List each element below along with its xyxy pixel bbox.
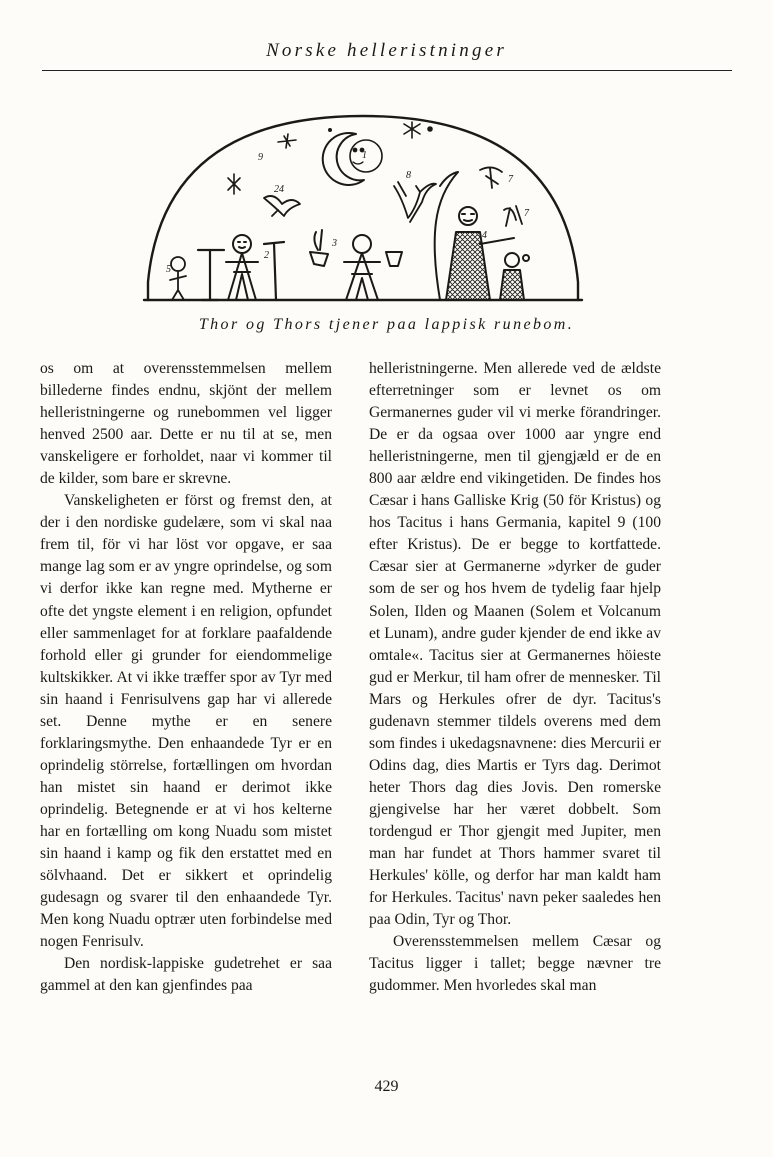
bird-right: [394, 182, 436, 222]
figure-number: 1: [362, 150, 367, 161]
paragraph: os om at overensstemmelsen mellem billederne findes endnu, skjönt der mellem helleristningerne og runebommen vel ligger henved 2500 aar. Dette er nu til at se, men vanskeligere er forholdet, naar vi kommer til de kilder, som bare er skrevne.: [40, 360, 332, 488]
paragraph: Overensstemmelsen mellem Cæsar og Tacitus ligger i tallet; begge nævner tre gudommer. Men hvorledes skal man: [369, 933, 661, 995]
figure-number: 8: [406, 170, 411, 181]
figure-caption: Thor og Thors tjener paa lappisk runebom.: [198, 316, 575, 333]
star-top-left: [278, 134, 296, 148]
star-top: [404, 122, 432, 138]
rune-drum-illustration: [140, 112, 586, 308]
text-column-right: [369, 358, 661, 997]
figure-5: [170, 257, 186, 300]
figure-3-servant: [310, 230, 402, 300]
child-figure-right: [500, 253, 529, 300]
running-head: Norske helleristninger: [266, 40, 507, 61]
figure-number: 2: [264, 250, 269, 261]
figure-number: 9: [258, 152, 263, 163]
header-rule: [42, 70, 732, 71]
figure-number: 5: [166, 264, 171, 275]
paragraph: helleristningerne. Men allerede ved de ældste efterretninger som er levnet os om Germanernes guder vil vi merke förandringer. De er da ogsaa over 1000 aar yngre end helleristningerne, men til gjengjæld er de en 800 aar ældre end vikingetiden. De findes hos Cæsar i hans Galliske Krig (50 för Kristus) og hos Tacitus i hans Germania, kapitel 9 (100 efter Kristus). De er begge to kortfattede. Cæsar sier at Germanerne »dyrker de guder som de ser og hos hvem de tydelig faar hjelp Solen, Ilden og Maanen (Solem et Volcanum et Lunam), andre guder kjender de end ikke av omtale«. Tacitus sier at Germanernes höieste gud er Merkur, til ham ofrer de mennesker. Til Mars og Herkules ofrer de dyr. Tacitus's gudenavn stemmer tildels overens med dem som findes i ukedagsnavnene: dies Mercurii er Odins dag, dies Martis er Tyrs dag. Derimot heter Thors dag dies Jovis. Den romerske gjengivelse har her været dobbelt. Som tordengud er Thor gjengit med Jupiter, men man har fundet at Thors hammer svaret til Herkules' kölle, og derfor har man kaldt ham for Herkules. Tacitus' navn peker saaledes hen paa Odin, Tyr og Thor.: [369, 360, 661, 929]
star-left: [228, 174, 240, 194]
star-small: [328, 128, 332, 132]
figure-number: 3: [332, 238, 337, 249]
sign-7-lower: [504, 206, 522, 226]
figure-number: 4: [482, 230, 487, 241]
hammer-left: [198, 250, 224, 300]
figure-number: 7: [508, 174, 513, 185]
figure-number: 24: [274, 184, 284, 195]
paragraph: Den nordisk-lappiske gudetrehet er saa gammel at den kan gjenfindes paa: [40, 955, 332, 995]
page-number: 429: [374, 1078, 399, 1095]
sign-7-upper: [480, 167, 502, 188]
text-column-left: [40, 358, 332, 997]
figure-number: 7: [524, 208, 529, 219]
bird-left: [264, 196, 300, 216]
moon-figure: [323, 133, 382, 185]
figure-2-thor: [226, 235, 258, 300]
paragraph: Vanskeligheten er först og fremst den, at der i den nordiske gudelære, som vi skal naa frem til, för vi har löst vor opgave, er saa mange lag som er av yngre oprindelse, og som vi derfor ikke kan regne med. Mytherne er ofte det yngste element i en religion, opfundet eller sammenlaget for at forklare paafaldende forhold eller gi grunder for eiendommelige kultskikker. At vi ikke træffer spor av Tyr med sin haand i Fenrisulvens gap har vi allerede set. Denne mythe er en senere forklaringsmythe. Den enhaandede Tyr er en oprindelig störrelse, fortællingen om hvordan han mistet sin haand er derimot ikke oprindelig. Betegnende er at vi hos kelterne har en fortælling om kong Nuadu som mistet sin haand i kamp og fik den erstattet med en sölvhaand. Det er sikkert et oprindelig gudesagn og svarer til den enhaandede Tyr. Men kong Nuadu optrær uten forbindelse med nogen Fenrisulv.: [40, 492, 332, 951]
